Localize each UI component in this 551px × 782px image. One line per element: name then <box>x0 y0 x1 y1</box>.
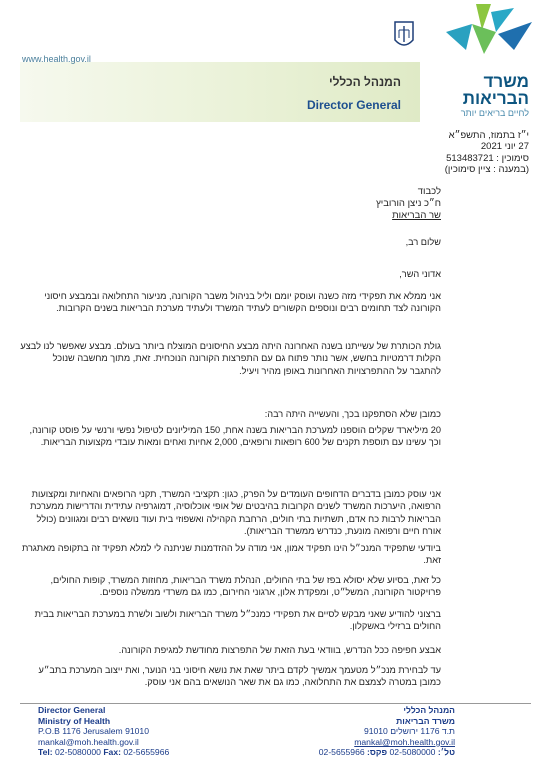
state-emblem-icon <box>393 20 415 50</box>
paragraph-3-intro: כמובן שלא הסתפקנו בכך, והעשייה היתה רבה: <box>264 409 441 419</box>
addressee <box>376 186 441 222</box>
salutation: אדוני השר, <box>399 269 441 279</box>
paragraph-8: אבצע חפיפה ככל הנדרש, בוודאי בעת הזאת של התפרצות מחודשת למגיפת הקורונה. <box>118 645 441 655</box>
footer-en-tel-label: Tel: <box>38 747 53 758</box>
footer-he-fax: 02-5655966 <box>318 747 365 758</box>
reply-note: (במענה : ציין סימוכין) <box>444 163 529 175</box>
footer-he-pob: ת.ד 1176 ירושלים 91010 <box>363 726 455 737</box>
footer-he-fax-label: פקס: <box>367 747 388 758</box>
gregorian-date: 27 יוני 2021 <box>480 141 529 153</box>
header-band <box>20 62 420 122</box>
footer-en-title: Director General <box>38 705 106 715</box>
letter-meta <box>445 130 529 175</box>
paragraph-4: אני עוסק כמובן בדברים הדחופים העומדים על הפרק, כגון: תקציבי המשרד, תקני הרופאים והאחיות ומקצועות הרפואה, היערכות המשרד לשנים הקרובות בהיבטים של אופי אוכלוסיה, דמוגרפיה עתידית והדרישות ממערכת הבריאות לרבות כח אדם, תשתיות בתי חולים, הרחבת הקהילה ואשפוזי בית ועוד נושאים רבים ומגוונים (כולל אורח חיים ורפואה מונעת, כנדרש ממשרד הבריאות). <box>30 489 441 537</box>
footer-en-phones <box>38 747 169 758</box>
footer-en-tel[interactable]: 02-5080000 <box>55 747 101 758</box>
hebrew-date: י״ז בתמוז, התשפ״א <box>448 130 529 141</box>
paragraph-2: גולת הכותרת של עשייתנו בשנה האחרונה היתה מבצע החיסונים המוצלח ביותר בעולם. מבצע שאפשר לנו לבצע הקלות דרמטיות בחשש, אשר נותר פתוח גם עם התפרצות הקורונה הנוכחית. זאת, מתוך מחשבה שנוכל להתגבר על ההתפרצויות האחרונות באופן מהיר ויעיל. <box>20 341 441 376</box>
paragraph-1: אני ממלא את תפקידי מזה כשנה ועוסק יומם וליל בניהול משבר הקורונה, מניעור התחלואה ובמבצע חיסוני הקורונה לצד תחומים רבים ונוספים הקשורים לעתיד המשרד ולעתיד מערכת הבריאות בשנים הקרובות. <box>44 291 441 314</box>
ministry-tagline: לחיים בריאים יותר <box>460 108 529 118</box>
footer-hebrew <box>319 705 455 758</box>
ministry-wordmark <box>461 73 529 118</box>
paragraph-9: עד לבחירת מנכ״ל מטעמך אמשיך לקדם ביתר שאת את נושא חיסוני בני הנוער, ואת ייצוב המערכת בתב״ע כמובן במטרה לצמצם את התחלואה, כמו גם את שאר הנושאים בהם אני עוסק. <box>38 665 441 688</box>
footer-he-phones <box>319 747 455 758</box>
addressee-name: ח״כ ניצן הורוביץ <box>375 198 441 209</box>
footer-he-tel-label: טל׳: <box>437 747 455 758</box>
footer-he-email[interactable]: mankal@moh.health.gov.il <box>354 736 455 747</box>
greeting: שלום רב, <box>405 237 441 247</box>
footer-en-fax: 02-5655966 <box>123 747 170 758</box>
footer-divider <box>20 703 531 704</box>
website-url[interactable]: www.health.gov.il <box>22 54 91 64</box>
paragraph-7: ברצוני להודיע שאני מבקש לסיים את תפקידי כמנכ״ל משרד הבריאות ולשוב ולשרת במערכת הבריאות בבית החולים ברזילי באשקלון. <box>34 609 441 632</box>
ministry-name-line1: משרד <box>483 72 529 91</box>
reference-number: סימוכין : 513483721 <box>446 152 529 164</box>
director-general-en: Director General <box>306 98 401 112</box>
footer-english <box>38 705 169 758</box>
footer-en-pob: P.O.B 1176 Jerusalem 91010 <box>38 726 149 737</box>
footer-en-ministry: Ministry of Health <box>38 715 111 726</box>
footer-en-fax-label: Fax: <box>103 747 121 758</box>
ministry-name-line2: הבריאות <box>462 89 529 108</box>
paragraph-6: כל זאת, בסיוע שלא יסולא בפז של בתי החולים, הנהלת משרד הבריאות, מחוזות המשרד, קופות החולים, פרויקטור הקורונה, המשל״ט, ומפקדת אלון, ארגוני החירום, כמו גם משרדי ממשלה נוספים. <box>50 575 441 598</box>
footer-he-ministry: משרד הבריאות <box>396 715 455 726</box>
paragraph-3: 20 מיליארד שקלים הוספנו למערכת הבריאות בשנה אחת, 150 המיליונים לטיפול נפשי ורנשי על פוסט קורונה, וכך עשינו עם תוספת תקנים של 600 רופאות ורופאים, 2,000 אחיות ואחים ומאות עובדי מקצועות הבריאות. <box>29 425 441 448</box>
footer-he-title: המנהל הכללי <box>403 705 455 715</box>
footer-he-tel[interactable]: 02-5080000 <box>389 747 436 758</box>
addressee-to: לכבוד <box>417 186 441 197</box>
ministry-logo-icon <box>436 2 536 62</box>
addressee-title: שר הבריאות <box>392 210 441 221</box>
paragraph-5: ביודעי שתפקיד המנכ״ל הינו תפקיד אמון, אני מודה על ההזדמנות שניתנה לי למלא תפקיד זה בתקופה מאתגרת זאת. <box>21 543 441 566</box>
footer-en-email[interactable]: mankal@moh.health.gov.il <box>38 736 139 747</box>
director-general-he: המנהל הכללי <box>328 75 401 89</box>
